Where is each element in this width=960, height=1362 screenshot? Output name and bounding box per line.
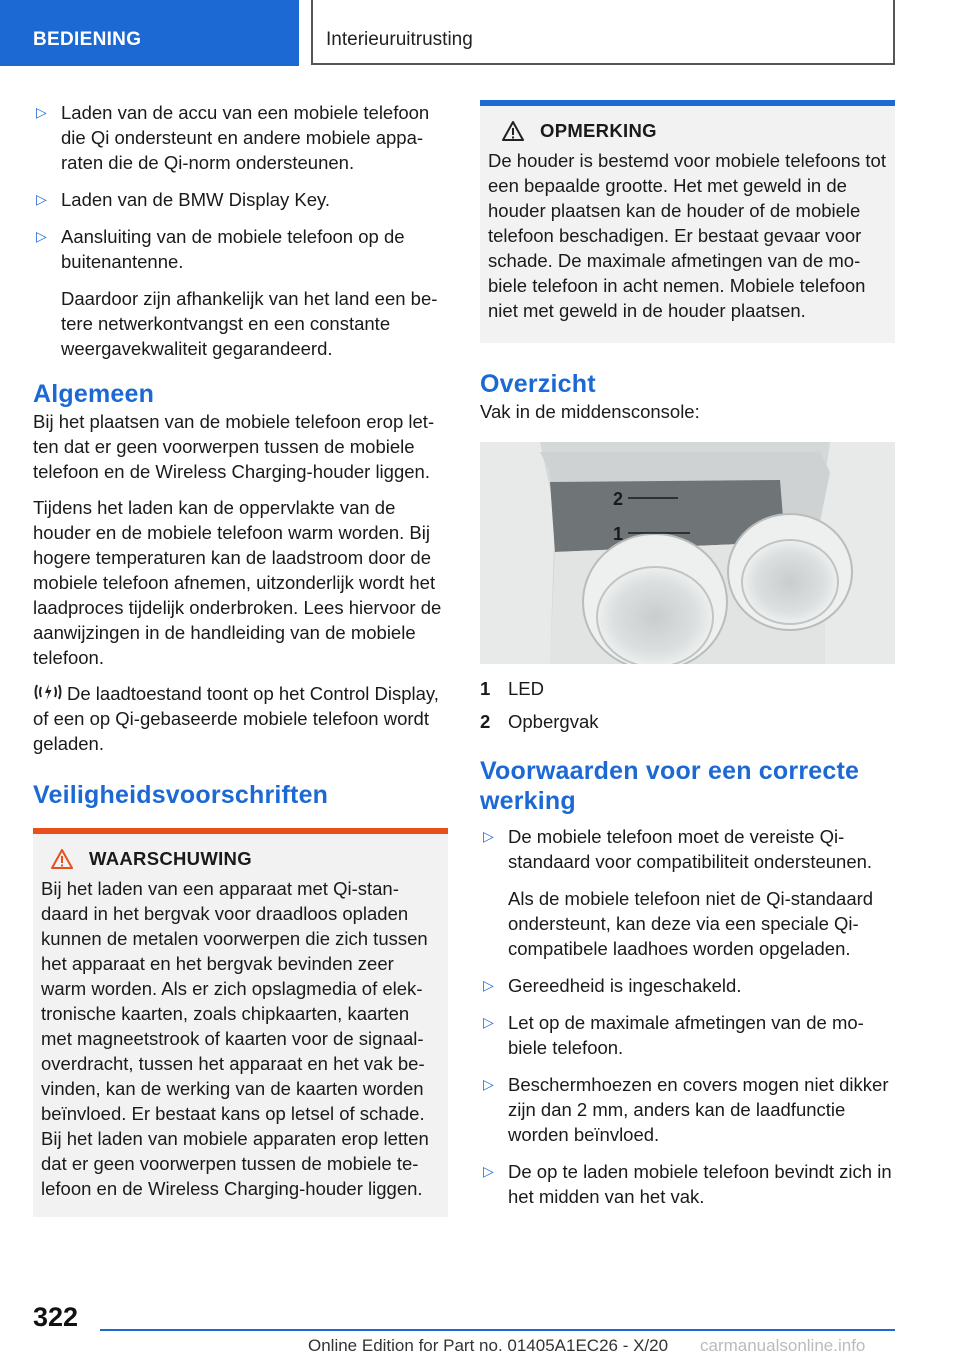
list-item-text: Daardoor zijn afhankelijk van het land een betere netwerkontvangst en een constante weergavekwaliteit gegarandeerd. — [61, 288, 438, 359]
list-item — [33, 224, 448, 361]
edition-text: Online Edition for Part no. 01405A1EC26 - X/20 — [308, 1336, 669, 1355]
triangle-right-icon: ▷ — [483, 1014, 494, 1030]
header-divider — [311, 0, 313, 64]
wireless-charging-icon — [33, 682, 63, 702]
triangle-right-icon: ▷ — [36, 228, 47, 244]
triangle-right-icon: ▷ — [483, 1163, 494, 1179]
console-illustration — [480, 442, 895, 664]
list-item-text: Aansluiting van de mobiele telefoon op de buitenantenne. — [61, 226, 405, 272]
list-item-text: Gereedheid is ingeschakeld. — [508, 975, 742, 996]
heading-voorwaarden: Voorwaarden voor een correcte werking — [480, 757, 860, 815]
warning-header — [41, 848, 440, 870]
triangle-right-icon: ▷ — [36, 191, 47, 207]
legend-text: LED — [508, 678, 544, 699]
triangle-right-icon: ▷ — [36, 104, 47, 120]
triangle-right-icon: ▷ — [483, 828, 494, 844]
overzicht-intro: Vak in de middensconsole: — [480, 401, 700, 422]
charging-status-paragraph — [33, 681, 448, 756]
algemeen-paragraph: Bij het plaatsen van de mobiele telefoon erop letten dat er geen voorwerpen tussen de mobiele telefoon en de Wireless Charging-houder liggen. — [33, 411, 435, 482]
figure-label-1: 1 — [613, 524, 624, 544]
warning-text: Bij het laden van een apparaat met Qi-standaard in het bergvak voor draadloos opladen kunnen de metalen voorwerpen die zich tussen het apparaat en het bergvak bevinden zeer warm worden. Als er zich opslagmedia of elektronische kaarten, zoals chipkaarten, kaarten met magneetstrook of kaarten voor de signaaloverdracht, tussen het apparaat en het vak bevinden, kan de werking van de kaarten worden beïnvloed. Er bestaat kans op letsel of schade. Bij het laden van mobiele apparaten erop letten dat er geen voorwerpen tussen de mobiele telefoon en de Wireless Charging-houder liggen. — [41, 878, 429, 1199]
footer-rule — [100, 1329, 895, 1331]
watermark: carmanualsonline.info — [700, 1336, 866, 1355]
section-tab — [0, 0, 299, 66]
section-label: BEDIENING — [33, 29, 142, 50]
page-header — [0, 0, 960, 66]
list-item-text: Als de mobiele telefoon niet de Qi-standaard ondersteunt, kan deze via een speciale Qi-compatibele laadhoes worden opgeladen. — [508, 888, 874, 959]
list-item — [480, 973, 895, 998]
legend-number: 1 — [480, 678, 491, 699]
charging-status-text: De laadtoestand toont op het Control Display, of een op Qi-gebaseerde mobiele telefoon wordt geladen. — [33, 683, 439, 754]
warning-triangle-icon — [502, 120, 524, 142]
list-item — [480, 1159, 895, 1209]
legend-number: 2 — [480, 711, 491, 732]
header-divider-right — [893, 0, 895, 64]
note-box — [480, 100, 895, 343]
heading-veiligheid: Veiligheidsvoorschriften — [33, 781, 329, 809]
list-item — [480, 1010, 895, 1060]
heading-overzicht: Overzicht — [480, 370, 596, 398]
left-column — [33, 100, 448, 1217]
triangle-right-icon: ▷ — [483, 977, 494, 993]
list-item — [33, 187, 448, 212]
list-item-text: Let op de maximale afmetingen van de mobiele telefoon. — [508, 1012, 864, 1058]
legend-item — [480, 676, 895, 701]
list-item-text: De mobiele telefoon moet de vereiste Qi-standaard voor compatibiliteit ondersteunen. — [508, 826, 873, 872]
list-item-text: Laden van de accu van een mobiele telefoon die Qi ondersteunt en andere mobiele apparaten die de Qi-norm ondersteunen. — [61, 102, 430, 173]
figure-label-2: 2 — [613, 489, 624, 509]
note-text: De houder is bestemd voor mobiele telefoons tot een bepaalde grootte. Het met geweld in de houder plaatsen kan de houder of de mobiele telefoon beschadigen. Er bestaat gevaar voor schade. De maximale afmetingen van de mobiele telefoon in acht nemen. Mobiele telefoon niet met geweld in de houder plaatsen. — [488, 150, 886, 321]
page-number: 322 — [33, 1302, 79, 1332]
list-item-text: Beschermhoezen en covers mogen niet dikker zijn dan 2 mm, anders kan de laadfunctie worden beïnvloed. — [508, 1074, 889, 1145]
heading-algemeen: Algemeen — [33, 380, 155, 408]
triangle-right-icon: ▷ — [483, 1076, 494, 1092]
legend-item — [480, 709, 895, 734]
legend-text: Opbergvak — [508, 711, 599, 732]
list-item — [480, 1072, 895, 1147]
note-header — [488, 120, 887, 142]
list-item-text: De op te laden mobiele telefoon bevindt zich in het midden van het vak. — [508, 1161, 892, 1207]
warning-box — [33, 828, 448, 1217]
list-item — [480, 824, 895, 961]
requirements-list — [480, 824, 895, 1209]
console-figure — [480, 442, 895, 664]
note-title: OPMERKING — [540, 120, 657, 141]
list-item — [33, 100, 448, 175]
warning-title: WAARSCHUWING — [89, 848, 252, 869]
feature-list — [33, 100, 448, 361]
header-underline — [311, 63, 895, 65]
chapter-title: Interieuruitrusting — [326, 29, 473, 50]
list-item-text: Laden van de BMW Display Key. — [61, 189, 331, 210]
warning-triangle-icon — [51, 848, 73, 870]
algemeen-paragraph: Tijdens het laden kan de oppervlakte van de houder en de mobiele telefoon warm worden. Bij hogere temperaturen kan de laadstroom door de mobiele telefoon afnemen, uitzonderlijk wordt het laadproces tijdelijk onderbroken. Lees hiervoor de aanwijzingen in de handleiding van de mobiele telefoon. — [33, 497, 442, 668]
right-column — [480, 100, 895, 1221]
